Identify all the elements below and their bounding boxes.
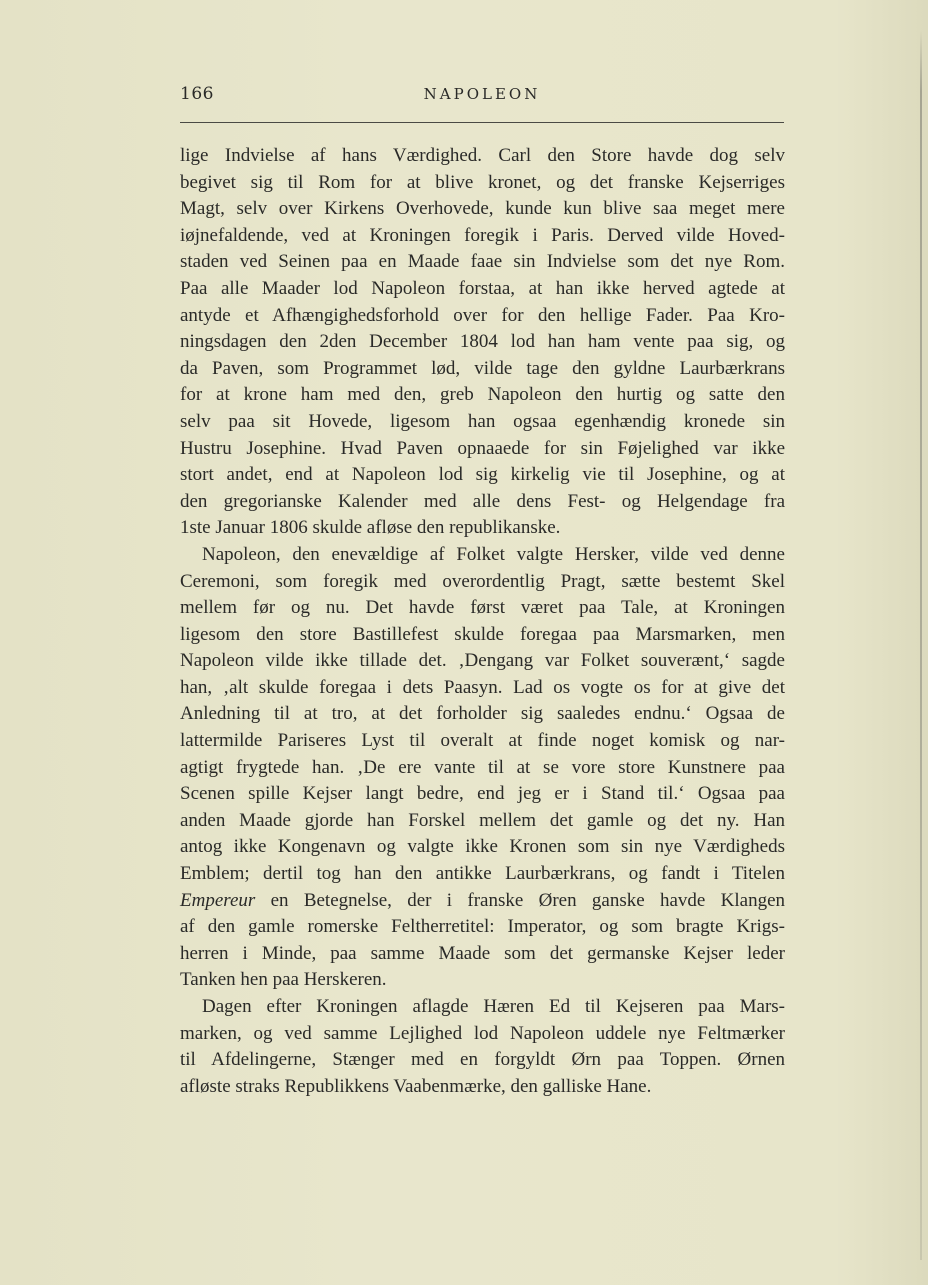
- text-line: Napoleon, den enevældige af Folket valgte Hersker, vilde ved denne: [202, 543, 785, 565]
- italic-word: Empereur: [180, 889, 256, 911]
- text-line: for at krone ham med den, greb Napoleon den hurtig og satte den: [180, 384, 785, 406]
- text-line: selv paa sit Hovede, ligesom han ogsaa egenhændig kronede sin: [180, 410, 785, 432]
- text-line: han, ‚alt skulde foregaa i dets Paasyn. Lad os vogte os for at give det: [180, 676, 785, 698]
- text-line: Ceremoni, som foregik med overordentlig Pragt, sætte bestemt Skel: [180, 570, 785, 592]
- text-line: Hustru Josephine. Hvad Paven opnaaede for sin Føjelighed var ikke: [180, 437, 785, 459]
- text-line: agtigt frygtede han. ‚De ere vante til at se vore store Kunstnere paa: [180, 756, 785, 778]
- text-line-rest: en Betegnelse, der i franske Øren ganske havde Klangen: [255, 889, 785, 911]
- text-line: staden ved Seinen paa en Maade faae sin Indvielse som det nye Rom.: [180, 251, 785, 273]
- text-line: mellem før og nu. Det havde først været paa Tale, at Kroningen: [180, 597, 785, 619]
- text-line: Tanken hen paa Herskeren.: [180, 969, 387, 991]
- text-line: ningsdagen den 2den December 1804 lod han ham vente paa sig, og: [180, 331, 785, 353]
- text-line: Magt, selv over Kirkens Overhovede, kunde kun blive saa meget mere: [180, 198, 785, 220]
- text-line: den gregorianske Kalender med alle dens Fest- og Helgendage fra: [180, 490, 785, 512]
- text-line: da Paven, som Programmet lød, vilde tage den gyldne Laurbærkrans: [180, 357, 785, 379]
- text-line: lattermilde Pariseres Lyst til overalt at finde noget komisk og nar-: [180, 730, 785, 752]
- text-line: antog ikke Kongenavn og valgte ikke Kronen som sin nye Værdigheds: [180, 836, 785, 858]
- text-line-with-italic: [180, 888, 785, 915]
- text-line: Dagen efter Kroningen aflagde Hæren Ed til Kejseren paa Mars-: [202, 996, 785, 1017]
- text-line: anden Maade gjorde han Forskel mellem det gamle og det ny. Han: [180, 809, 785, 831]
- text-line: stort andet, end at Napoleon lod sig kirkelig vie til Josephine, og at: [180, 464, 785, 486]
- text-line: begivet sig til Rom for at blive kronet, og det franske Kejserriges: [180, 171, 785, 193]
- text-line: Emblem; dertil tog han den antikke Laurbærkrans, og fandt i Titelen: [180, 863, 785, 885]
- page-header: [180, 84, 784, 110]
- text-line: afløste straks Republikkens Vaabenmærke, den galliske Hane.: [180, 1075, 652, 1097]
- text-line: ligesom den store Bastillefest skulde foregaa paa Marsmarken, men: [180, 623, 785, 645]
- text-line: iøjnefaldende, ved at Kroningen foregik i Paris. Derved vilde Hoved-: [180, 224, 785, 246]
- text-line: marken, og ved samme Lejlighed lod Napoleon uddele nye Feltmærker: [180, 1022, 785, 1044]
- text-line: til Afdelingerne, Stænger med en forgyldt Ørn paa Toppen. Ørnen: [180, 1049, 785, 1071]
- text-line: herren i Minde, paa samme Maade som det germanske Kejser leder: [180, 942, 785, 964]
- page-edge-shadow: [920, 30, 922, 1260]
- text-line: antyde et Afhængighedsforhold over for den hellige Fader. Paa Kro-: [180, 304, 785, 326]
- text-line: Napoleon vilde ikke tillade det. ‚Dengang var Folket souverænt,‘ sagde: [180, 650, 785, 672]
- text-line: 1ste Januar 1806 skulde afløse den republikanske.: [180, 517, 561, 539]
- text-line: Paa alle Maader lod Napoleon forstaa, at han ikke herved agtede at: [180, 277, 785, 299]
- running-title: NAPOLEON: [423, 85, 541, 103]
- text-line: Scenen spille Kejser langt bedre, end jeg er i Stand til.‘ Ogsaa paa: [180, 783, 785, 805]
- text-line: lige Indvielse af hans Værdighed. Carl den Store havde dog selv: [180, 145, 785, 166]
- body-text: [180, 143, 785, 1100]
- page-number: 166: [180, 84, 214, 104]
- header-rule: [180, 122, 784, 123]
- text-line: af den gamle romerske Feltherretitel: Imperator, og som bragte Krigs-: [180, 916, 785, 938]
- text-line: Anledning til at tro, at det forholder sig saaledes endnu.‘ Ogsaa de: [180, 703, 785, 725]
